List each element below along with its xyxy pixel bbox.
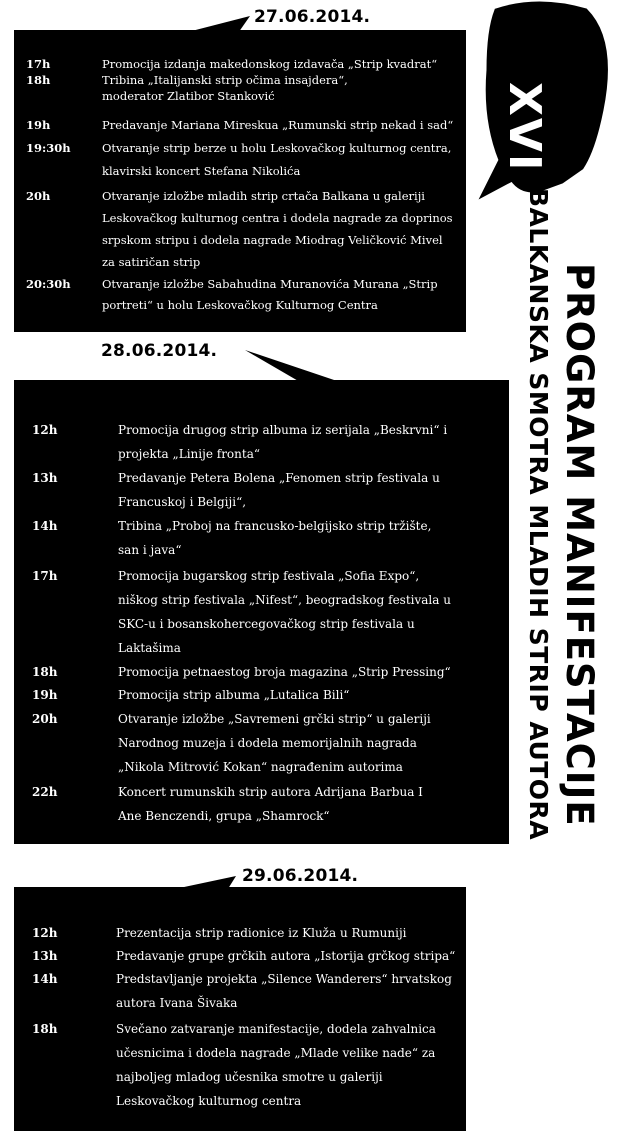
event-time: 17h xyxy=(26,57,51,71)
event-text: Promocija izdanja makedonskog izdavača „Strip kvadrat“ xyxy=(102,57,438,71)
event-text: SKC-u i bosanskohercegovačkog strip festivala u xyxy=(118,617,415,631)
event-text: Francuskoj i Belgiji“, xyxy=(118,495,247,509)
event-text: za satiričan strip xyxy=(102,255,201,269)
event-text: Narodnog muzeja i dodela memorijalnih nagrada xyxy=(118,736,417,750)
event-time: 20:30h xyxy=(26,277,71,291)
event-time: 17h xyxy=(32,569,58,583)
event-text: srpskom stripu i dodela nagrade Miodrag Veličković Mivel xyxy=(102,233,443,247)
day-1-schedule xyxy=(14,30,466,332)
event-time: 20h xyxy=(26,189,51,203)
event-text: portreti“ u holu Leskovačkog Kulturnog Centra xyxy=(102,298,378,312)
event-text: Predavanje Mariana Mireskua „Rumunski strip nekad i sad“ xyxy=(102,118,454,132)
event-time: 19h xyxy=(26,118,51,132)
event-time: 13h xyxy=(32,471,58,485)
day-3-schedule xyxy=(14,887,466,1131)
event-time: 19:30h xyxy=(26,141,71,155)
event-text: Ane Benczendi, grupa „Shamrock“ xyxy=(118,809,330,823)
event-text: Tribina „Proboj na francusko-belgijsko strip tržište, xyxy=(118,519,432,533)
event-text: najboljeg mladog učesnika smotre u galeriji xyxy=(116,1070,383,1084)
bubble-tail-2-shape xyxy=(245,350,340,382)
event-text: Svečano zatvaranje manifestacije, dodela zahvalnica xyxy=(116,1022,436,1036)
event-text: Otvaranje izložbe mladih strip crtača Balkana u galeriji xyxy=(102,189,425,203)
event-text: Promocija drugog strip albuma iz serijala „Beskrvni“ i xyxy=(118,423,448,437)
event-time: 12h xyxy=(32,423,58,437)
day-2-date: 28.06.2014. xyxy=(101,341,218,361)
event-time: 14h xyxy=(32,519,58,533)
event-time: 12h xyxy=(32,926,58,940)
event-time: 18h xyxy=(32,665,58,679)
event-text: projekta „Linije fronta“ xyxy=(118,447,260,461)
event-text: autora Ivana Šivaka xyxy=(116,996,238,1010)
event-text: učesnicima i dodela nagrade „Mlade velike nade“ za xyxy=(116,1046,436,1060)
event-text: Leskovačkog kulturnog centra i dodela nagrade za doprinos xyxy=(102,211,453,225)
event-text: Otvaranje izložbe „Savremeni grčki strip“ u galeriji xyxy=(118,712,431,726)
day-1-date: 27.06.2014. xyxy=(254,7,371,27)
event-text: „Nikola Mitrović Kokan“ nagrađenim autorima xyxy=(118,760,403,774)
event-text: moderator Zlatibor Stanković xyxy=(102,89,275,103)
event-text: niškog strip festivala „Nifest“, beogradskog festivala u xyxy=(118,593,451,607)
event-text: Predavanje grupe grčkih autora „Istorija grčkog stripa“ xyxy=(116,949,456,963)
event-text: Laktašima xyxy=(118,641,181,655)
event-time: 22h xyxy=(32,785,58,799)
festival-subtitle: BALKANSKA SMOTRA MLADIH STRIP AUTORA xyxy=(524,188,553,841)
event-text: Leskovačkog kulturnog centra xyxy=(116,1094,302,1108)
event-text: Promocija bugarskog strip festivala „Sofia Expo“, xyxy=(118,569,420,583)
event-time: 19h xyxy=(32,688,58,702)
event-text: Promocija petnaestog broja magazina „Strip Pressing“ xyxy=(118,665,451,679)
event-text: san i java“ xyxy=(118,543,182,557)
event-text: Promocija strip albuma „Lutalica Bili“ xyxy=(118,688,350,702)
event-text: Otvaranje izložbe Sabahudina Muranovića Murana „Strip xyxy=(102,277,438,291)
day-3-date: 29.06.2014. xyxy=(242,866,359,886)
event-text: Predstavljanje projekta „Silence Wanderers“ hrvatskog xyxy=(116,972,452,986)
event-time: 13h xyxy=(32,949,58,963)
edition-number: XVI xyxy=(499,82,550,173)
event-text: Koncert rumunskih strip autora Adrijana Barbua I xyxy=(118,785,423,799)
event-time: 20h xyxy=(32,712,58,726)
event-text: Otvaranje strip berze u holu Leskovačkog kulturnog centra, xyxy=(102,141,452,155)
event-text: Prezentacija strip radionice iz Kluža u Rumuniji xyxy=(116,926,407,940)
program-title: PROGRAM MANIFESTACIJE xyxy=(558,263,601,827)
event-text: Tribina „Italijanski strip očima insajdera“, xyxy=(102,73,348,87)
day-2-schedule xyxy=(14,380,509,844)
event-time: 14h xyxy=(32,972,58,986)
event-time: 18h xyxy=(26,73,51,87)
event-text: Predavanje Petera Bolena „Fenomen strip festivala u xyxy=(118,471,440,485)
event-time: 18h xyxy=(32,1022,58,1036)
event-text: klavirski koncert Stefana Nikolića xyxy=(102,164,301,178)
